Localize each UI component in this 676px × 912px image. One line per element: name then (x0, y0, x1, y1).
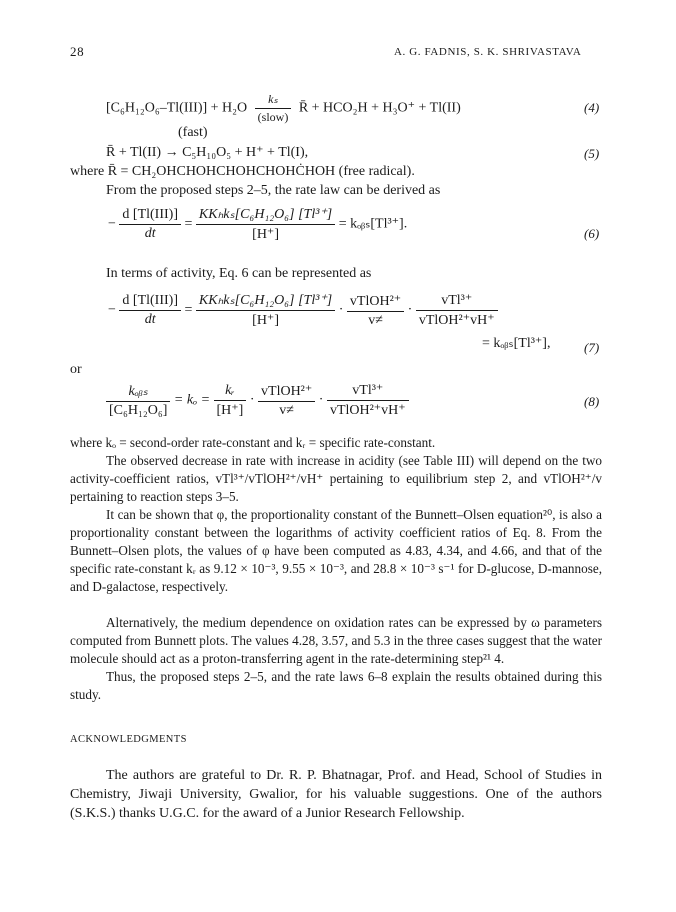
eq7-factor-2 (347, 293, 404, 329)
rate-law-intro: From the proposed steps 2–5, the rate law can be derived as (106, 183, 441, 198)
eq7-lhs-den: dt (119, 310, 181, 328)
eq6-number: (6) (584, 226, 600, 241)
body-paragraph-1: where kₒ = second-order rate-constant and kᵣ = specific rate-constant. (70, 435, 436, 450)
dot-operator: · (318, 392, 327, 408)
eq6-lhs-num: d [Tl(III)] (122, 207, 178, 222)
eq8-f3-den: vTlOH²⁺vH⁺ (327, 400, 409, 419)
eq6-lhs (119, 207, 181, 242)
equation-6 (108, 206, 407, 243)
eq7-f3-num: vTl³⁺ (441, 293, 473, 308)
body-paragraph-5: Thus, the proposed steps 2–5, and the rate laws 6–8 explain the results obtained during this study. (70, 669, 602, 702)
minus-sign: − (108, 216, 120, 232)
eq8-f1-den: [H⁺] (214, 400, 247, 419)
eq7-f2-den: v≠ (347, 311, 404, 329)
eq8-f0-num: kₒᵦₛ (128, 383, 148, 399)
eq8-number: (8) (584, 394, 600, 409)
eq4-right: R̄ + HCO₂H + H₃O⁺ + Tl(II) (298, 100, 461, 116)
equation-7 (108, 292, 498, 329)
eq5-body: R̄ + Tl(II) → C₅H₁₀O₅ + H⁺ + Tl(I), (106, 145, 309, 160)
eq8-mid: = kₒ = (173, 392, 211, 408)
eq8-f2-num: vTlOH²⁺ (261, 383, 313, 399)
eq7-f2-num: vTlOH²⁺ (349, 293, 402, 309)
equation-4 (106, 92, 461, 125)
radical-definition: where R̄ = CH₂OHCHOHCHOHCHOHĊHOH (free radical). (70, 164, 415, 179)
eq6-rhs (196, 206, 335, 243)
eq8-factor-0 (106, 383, 170, 419)
eq7-number: (7) (584, 340, 600, 355)
acknowledgments-text: The authors are grateful to Dr. R. P. Bhatnagar, Prof. and Head, School of Studies in Chemistry, Jiwaji University, Gwalior, for his valuable suggestions. One of the authors (S.K.S.) thanks U.G.C. for the award of a Junior Research Fellowship. (70, 768, 602, 821)
eq7-factor-3 (416, 292, 498, 329)
eq5-label: (fast) (178, 125, 208, 140)
eq7-lhs-num: d [Tl(III)] (122, 293, 178, 308)
eq7-f3-den: vTlOH²⁺vH⁺ (416, 310, 498, 329)
eq6-lhs-den: dt (119, 224, 181, 242)
page-number: 28 (70, 44, 85, 59)
eq7-factor-1 (196, 292, 335, 329)
eq4-left: [C₆H₁₂O₆–Tl(III)] + H₂O (106, 100, 248, 116)
equals-sign: = (184, 302, 196, 318)
body-paragraph-3: It can be shown that φ, the proportionality constant of the Bunnett–Olsen equation²⁰, is also a proportionality constant between the logarithms of activity coefficient ratios of Eq. 8. From the Bunnett–Olsen plots, the values of φ have been computed as 4.83, 4.34, and 4.66, and that of the specific rate-constant kᵣ as 9.12 × 10⁻³, 9.55 × 10⁻³, and 28.8 × 10⁻³ s⁻¹ for D-glucose, D-mannose, and D-galactose, respectively. (70, 507, 602, 594)
eq6-rhs-den: [H⁺] (196, 224, 335, 243)
eq8-factor-1 (214, 383, 247, 419)
equation-8 (106, 382, 409, 419)
eq4-arrow (255, 92, 292, 125)
body-paragraph-2: The observed decrease in rate with increase in acidity (see Table III) will depend on the two activity-coefficient ratios, vTl³⁺/vTlOH²⁺/vH⁺ pertaining to equilibrium step 2, and vTlOH²⁺/v pertaining to reaction steps 3–5. (70, 453, 602, 504)
or-label: or (70, 362, 82, 377)
eq8-f0-den: [C₆H₁₂O₆] (106, 401, 170, 419)
dot-operator: · (407, 302, 416, 318)
eq4-under-arrow: (slow) (255, 108, 292, 125)
eq8-f1-num: kᵣ (225, 382, 235, 398)
eq5-number: (5) (584, 146, 600, 161)
eq8-factor-3 (327, 382, 409, 419)
dot-operator: · (249, 392, 259, 408)
activity-intro: In terms of activity, Eq. 6 can be represented as (106, 266, 372, 281)
eq8-f3-num: vTl³⁺ (352, 383, 384, 398)
eq7-f1-num: KKₕkₛ[C₆H₁₂O₆] [Tl³⁺] (198, 293, 333, 308)
eq6-tail: = kₒᵦₛ[Tl³⁺]. (338, 216, 408, 232)
eq8-factor-2 (258, 383, 315, 419)
eq7-f1-den: [H⁺] (196, 310, 335, 329)
eq7-tail: = kₒᵦₛ[Tl³⁺], (482, 336, 551, 351)
eq4-over-arrow: kₛ (268, 92, 278, 106)
equals-sign: = (184, 216, 196, 232)
minus-sign: − (108, 302, 120, 318)
body-paragraph-4: Alternatively, the medium dependence on oxidation rates can be expressed by ω parameters computed from Bunnett plots. The values 4.28, 3.57, and 5.3 in the three cases suggest that the water molecule should act as a proton-transferring agent in the rate-determining step²¹ 4. (70, 615, 602, 666)
eq8-f2-den: v≠ (258, 401, 315, 419)
eq7-lhs (119, 293, 181, 328)
eq4-number: (4) (584, 100, 600, 115)
eq6-rhs-num: KKₕkₛ[C₆H₁₂O₆] [Tl³⁺] (198, 207, 333, 222)
acknowledgments-heading: ACKNOWLEDGMENTS (70, 734, 187, 745)
running-head: A. G. FADNIS, S. K. SHRIVASTAVA (394, 46, 582, 58)
dot-operator: · (338, 302, 347, 318)
